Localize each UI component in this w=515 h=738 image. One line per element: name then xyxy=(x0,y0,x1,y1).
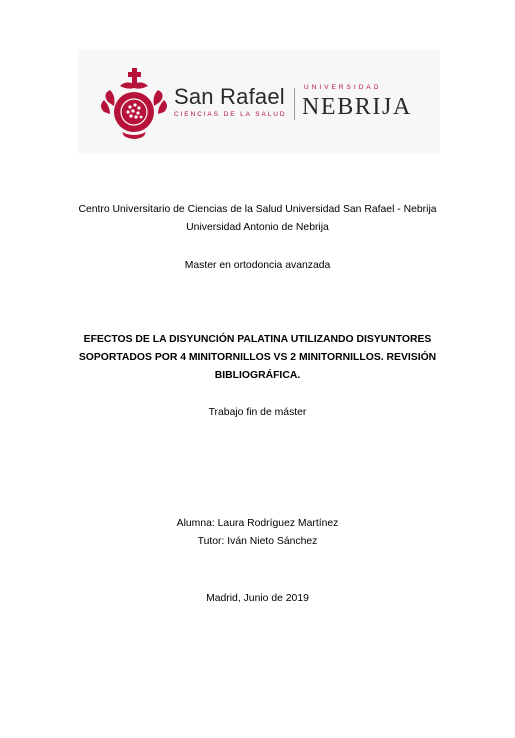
brand-san-rafael-subtitle: CIENCIAS DE LA SALUD xyxy=(174,111,287,118)
thesis-title-line-1: EFECTOS DE LA DISYUNCIÓN PALATINA UTILIZANDO DISYUNTORES xyxy=(83,334,432,345)
document-type: Trabajo fin de máster xyxy=(208,407,307,418)
place-and-date: Madrid, Junio de 2019 xyxy=(206,593,309,604)
institution-line-2: Universidad Antonio de Nebrija xyxy=(186,222,329,233)
thesis-title-line-2: SOPORTADOS POR 4 MINITORNILLOS VS 2 MINITORNILLOS. REVISIÓN xyxy=(78,352,437,363)
institution-line-1: Centro Universitario de Ciencias de la Salud Universidad San Rafael - Nebrija xyxy=(78,204,437,215)
brand-san-rafael: San Rafael xyxy=(174,84,285,109)
header-logo xyxy=(78,50,440,154)
student-name: Alumna: Laura Rodríguez Martínez xyxy=(176,518,339,529)
brand-universidad: UNIVERSIDAD xyxy=(304,84,382,91)
brand-divider xyxy=(294,88,295,120)
institution-block xyxy=(0,201,515,237)
thesis-title-line-3: BIBLIOGRÁFICA. xyxy=(214,370,301,381)
program-name: Master en ortodoncia avanzada xyxy=(184,260,331,271)
brand-nebrija: NEBRIJA xyxy=(302,94,412,120)
thesis-title xyxy=(0,331,515,385)
san-rafael-emblem-icon xyxy=(78,50,172,154)
tutor-name: Tutor: Iván Nieto Sánchez xyxy=(197,536,318,547)
